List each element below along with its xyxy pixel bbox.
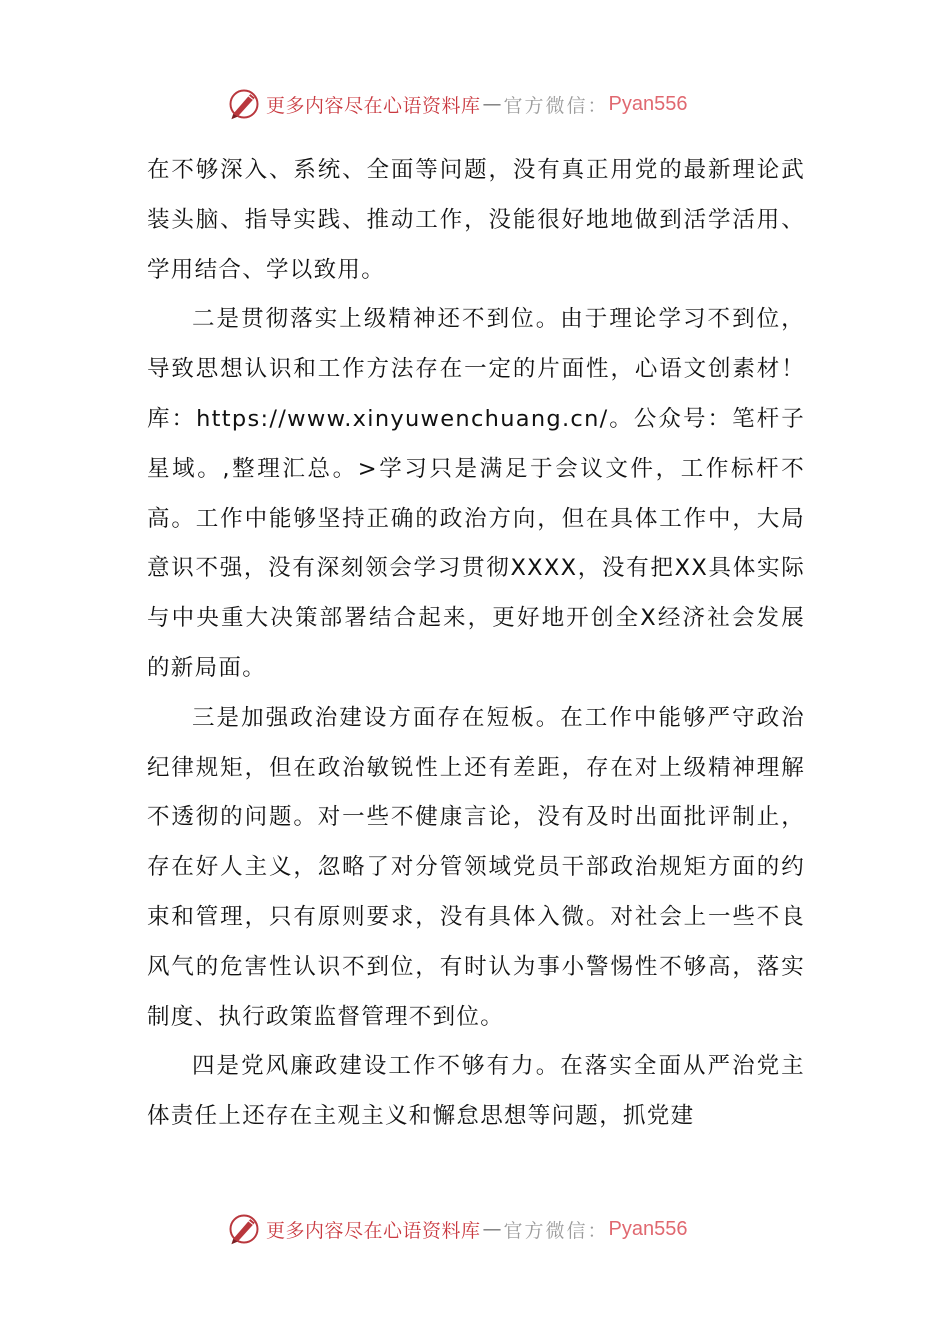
- paragraph-point-three: 三是加强政治建设方面存在短板。在工作中能够严守政治纪律规矩，但在政治敏锐性上还有差距，存在对上级精神理解不透彻的问题。对一些不健康言论，没有及时出面批评制止，存在好人主义，忽略了对分管领域党员干部政治规矩方面的约束和管理，只有原则要求，没有具体入微。对社会上一些不良风气的危害性认识不到位，有时认为事小警惕性不够高，落实制度、执行政策监督管理不到位。: [147, 704, 805, 1030]
- document-body: [147, 146, 805, 1142]
- banner-dash: —: [482, 1218, 502, 1240]
- paragraph-point-two: 二是贯彻落实上级精神还不到位。由于理论学习不到位，导致思想认识和工作方法存在一定的片面性，心语文创素材！库：https://www.xinyuwenchuang.cn/。公众号：笔杆子星域。,整理汇总。>学习只是满足于会议文件，工作标杆不高。工作中能够坚持正确的政治方向，但在具体工作中，大局意识不强，没有深刻领会学习贯彻XXXX，没有把XX具体实际与中央重大决策部署结合起来，更好地开创全X经济社会发展的新局面。: [147, 306, 805, 681]
- banner-wechat-id: Pyan556: [608, 1217, 688, 1240]
- paragraph-point-four: 四是党风廉政建设工作不够有力。在落实全面从严治党主体责任上还存在主观主义和懈怠思想等问题，抓党建: [147, 1053, 805, 1130]
- banner-label: 官方微信：: [503, 1219, 609, 1242]
- pen-logo-icon: [226, 1211, 262, 1247]
- banner-wechat-id: Pyan556: [608, 92, 688, 115]
- banner-label: 官方微信：: [503, 94, 609, 117]
- banner-dash: —: [482, 93, 502, 115]
- pen-logo-icon: [226, 86, 262, 122]
- header-banner: [226, 84, 746, 124]
- footer-banner: [226, 1209, 746, 1249]
- banner-text: 更多内容尽在心语资料库: [266, 1219, 481, 1242]
- paragraph-continued: 在不够深入、系统、全面等问题，没有真正用党的最新理论武装头脑、指导实践、推动工作，没能很好地地做到活学活用、学用结合、学以致用。: [147, 157, 805, 283]
- banner-text: 更多内容尽在心语资料库: [266, 94, 481, 117]
